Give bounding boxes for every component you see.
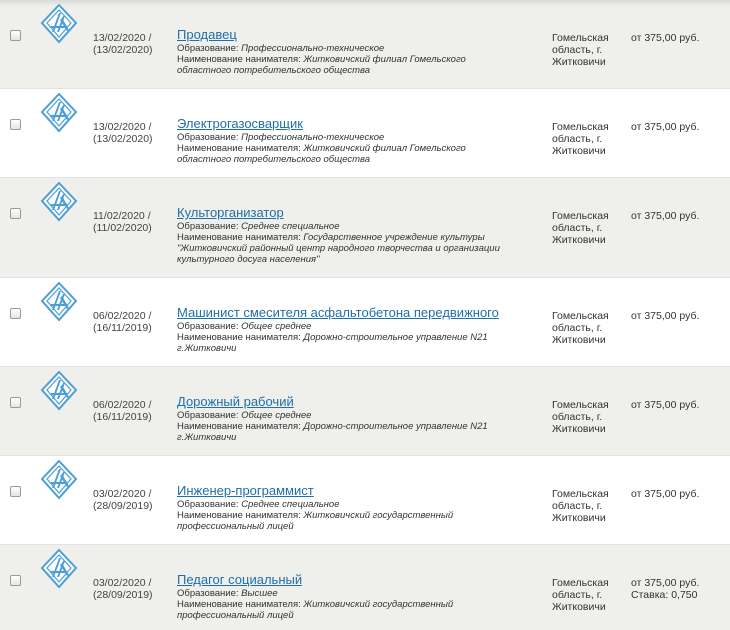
education-line	[177, 132, 532, 143]
publication-date	[93, 210, 163, 234]
employer-line	[177, 54, 532, 65]
salary-value: от 375,00 руб.	[631, 121, 700, 133]
education-value: Общее среднее	[241, 321, 312, 332]
employer-line-2	[177, 610, 532, 621]
employer-value-2: г.Житковичи	[177, 343, 237, 354]
region	[552, 210, 622, 246]
employer-value: Дорожно-строительное управление N21	[303, 421, 488, 432]
region-line-1: Гомельская	[552, 32, 609, 44]
employer-value: Дорожно-строительное управление N21	[303, 332, 488, 343]
vacancy-title-link[interactable]: Электрогазосварщик	[177, 116, 303, 131]
vacancy-info	[177, 305, 532, 354]
select-checkbox[interactable]	[10, 486, 21, 497]
region-line-1: Гомельская	[552, 121, 609, 133]
vacancy-title-link[interactable]: Культорганизатор	[177, 205, 284, 220]
employer-line-2	[177, 243, 532, 254]
region-line-2: область, г.	[552, 44, 603, 56]
employer-label: Наименование нанимателя:	[177, 232, 304, 243]
education-value: Профессионально-техническое	[241, 132, 385, 143]
region-line-2: область, г.	[552, 589, 603, 601]
salary	[631, 488, 727, 500]
salary	[631, 210, 727, 222]
region-line-3: Житковичи	[552, 512, 606, 524]
employer-label: Наименование нанимателя:	[177, 143, 304, 154]
date-created: (11/02/2020)	[93, 222, 152, 234]
select-checkbox[interactable]	[10, 119, 21, 130]
employer-value-2: профессиональный лицей	[177, 521, 294, 532]
region-line-1: Гомельская	[552, 310, 609, 322]
vacancy-title-link[interactable]: Продавец	[177, 27, 237, 42]
vacancy-title-link[interactable]: Педагог социальный	[177, 572, 303, 587]
vacancy-info	[177, 27, 532, 76]
top-divider	[0, 0, 730, 6]
salary-value: от 375,00 руб.	[631, 399, 700, 411]
region	[552, 121, 622, 157]
education-value: Среднее специальное	[241, 221, 340, 232]
vacancy-info	[177, 205, 532, 265]
date-created: (13/02/2020)	[93, 133, 153, 145]
region	[552, 488, 622, 524]
vacancy-title-link[interactable]: Машинист смесителя асфальтобетона передвижного	[177, 305, 499, 320]
publication-date	[93, 32, 163, 56]
education-label: Образование:	[177, 132, 242, 143]
select-checkbox[interactable]	[10, 575, 21, 586]
education-label: Образование:	[177, 588, 242, 599]
employer-value: Государственное учреждение культуры	[303, 232, 485, 243]
employer-value-2: "Житковичский районный центр народного творчества и организации	[177, 243, 500, 254]
salary	[631, 121, 727, 133]
employer-value-3: культурного досуга населения"	[177, 254, 320, 265]
employer-value: Житковичский филиал Гомельского	[303, 143, 466, 154]
employer-label: Наименование нанимателя:	[177, 510, 304, 521]
vacancy-row	[0, 278, 730, 367]
vacancy-title-link[interactable]: Дорожный рабочий	[177, 394, 294, 409]
employment-service-logo-icon	[40, 93, 78, 133]
education-value: Общее среднее	[241, 410, 312, 421]
education-value: Профессионально-техническое	[241, 43, 385, 54]
employer-label: Наименование нанимателя:	[177, 54, 304, 65]
vacancy-row	[0, 178, 730, 278]
salary	[631, 577, 727, 601]
date-updated: 13/02/2020 /	[93, 32, 152, 44]
region-line-1: Гомельская	[552, 399, 609, 411]
employer-value-2: г.Житковичи	[177, 432, 237, 443]
select-checkbox[interactable]	[10, 30, 21, 41]
date-updated: 06/02/2020 /	[93, 399, 152, 411]
employer-label: Наименование нанимателя:	[177, 599, 304, 610]
education-value: Высшее	[241, 588, 278, 599]
employer-line-2	[177, 432, 532, 443]
vacancy-row	[0, 0, 730, 89]
date-created: (13/02/2020)	[93, 44, 153, 56]
region-line-1: Гомельская	[552, 488, 609, 500]
region	[552, 399, 622, 435]
education-value: Среднее специальное	[241, 499, 340, 510]
employer-line-2	[177, 65, 532, 76]
education-line	[177, 321, 532, 332]
date-updated: 13/02/2020 /	[93, 121, 152, 133]
employer-line-2	[177, 154, 532, 165]
employer-label: Наименование нанимателя:	[177, 332, 304, 343]
vacancy-row	[0, 545, 730, 630]
vacancy-row	[0, 367, 730, 456]
education-line	[177, 43, 532, 54]
region-line-3: Житковичи	[552, 234, 606, 246]
date-created: (28/09/2019)	[93, 500, 153, 512]
region-line-3: Житковичи	[552, 423, 606, 435]
region	[552, 577, 622, 613]
rate-value: Ставка: 0,750	[631, 589, 698, 601]
date-created: (16/11/2019)	[93, 411, 152, 423]
employment-service-logo-icon	[40, 4, 78, 44]
employer-line	[177, 510, 532, 521]
vacancy-info	[177, 116, 532, 165]
region-line-3: Житковичи	[552, 334, 606, 346]
salary	[631, 32, 727, 44]
region-line-1: Гомельская	[552, 210, 609, 222]
employer-value-2: областного потребительского общества	[177, 154, 371, 165]
vacancy-title-link[interactable]: Инженер-программист	[177, 483, 314, 498]
region-line-2: область, г.	[552, 411, 603, 423]
salary	[631, 399, 727, 411]
employment-service-logo-icon	[40, 371, 78, 411]
employer-line-2	[177, 343, 532, 354]
region-line-1: Гомельская	[552, 577, 609, 589]
date-updated: 11/02/2020 /	[93, 210, 151, 222]
salary-value: от 375,00 руб.	[631, 32, 700, 44]
publication-date	[93, 121, 163, 145]
publication-date	[93, 577, 163, 601]
date-updated: 06/02/2020 /	[93, 310, 152, 322]
employment-service-logo-icon	[40, 460, 78, 500]
employer-value: Житковичский государственный	[303, 510, 454, 521]
publication-date	[93, 310, 163, 334]
region-line-3: Житковичи	[552, 145, 606, 157]
select-checkbox[interactable]	[10, 208, 21, 219]
employer-value: Житковичский филиал Гомельского	[303, 54, 466, 65]
publication-date	[93, 488, 163, 512]
select-checkbox[interactable]	[10, 397, 21, 408]
salary-value: от 375,00 руб.	[631, 577, 700, 589]
region-line-2: область, г.	[552, 500, 603, 512]
employer-value-2: областного потребительского общества	[177, 65, 371, 76]
region-line-2: область, г.	[552, 322, 603, 334]
employer-line	[177, 143, 532, 154]
salary	[631, 310, 727, 322]
region	[552, 32, 622, 68]
employer-line	[177, 232, 532, 243]
date-updated: 03/02/2020 /	[93, 577, 152, 589]
employment-service-logo-icon	[40, 549, 78, 589]
vacancy-info	[177, 394, 532, 443]
employer-label: Наименование нанимателя:	[177, 421, 304, 432]
employer-line-2	[177, 521, 532, 532]
education-label: Образование:	[177, 221, 242, 232]
date-updated: 03/02/2020 /	[93, 488, 152, 500]
publication-date	[93, 399, 163, 423]
date-created: (16/11/2019)	[93, 322, 152, 334]
region	[552, 310, 622, 346]
vacancy-row	[0, 456, 730, 545]
employment-service-logo-icon	[40, 282, 78, 322]
education-label: Образование:	[177, 321, 242, 332]
education-label: Образование:	[177, 410, 242, 421]
employer-line	[177, 599, 532, 610]
select-checkbox[interactable]	[10, 308, 21, 319]
employer-value: Житковичский государственный	[303, 599, 454, 610]
region-line-3: Житковичи	[552, 601, 606, 613]
employer-line-3	[177, 254, 532, 265]
employer-line	[177, 421, 532, 432]
vacancy-info	[177, 572, 532, 621]
employer-value-2: профессиональный лицей	[177, 610, 294, 621]
region-line-2: область, г.	[552, 222, 603, 234]
education-label: Образование:	[177, 43, 242, 54]
education-line	[177, 588, 532, 599]
employment-service-logo-icon	[40, 182, 78, 222]
vacancy-info	[177, 483, 532, 532]
employer-line	[177, 332, 532, 343]
education-line	[177, 221, 532, 232]
salary-value: от 375,00 руб.	[631, 310, 700, 322]
education-line	[177, 499, 532, 510]
salary-value: от 375,00 руб.	[631, 488, 700, 500]
education-label: Образование:	[177, 499, 242, 510]
education-line	[177, 410, 532, 421]
date-created: (28/09/2019)	[93, 589, 153, 601]
region-line-2: область, г.	[552, 133, 603, 145]
region-line-3: Житковичи	[552, 56, 606, 68]
salary-value: от 375,00 руб.	[631, 210, 700, 222]
vacancy-row	[0, 89, 730, 178]
